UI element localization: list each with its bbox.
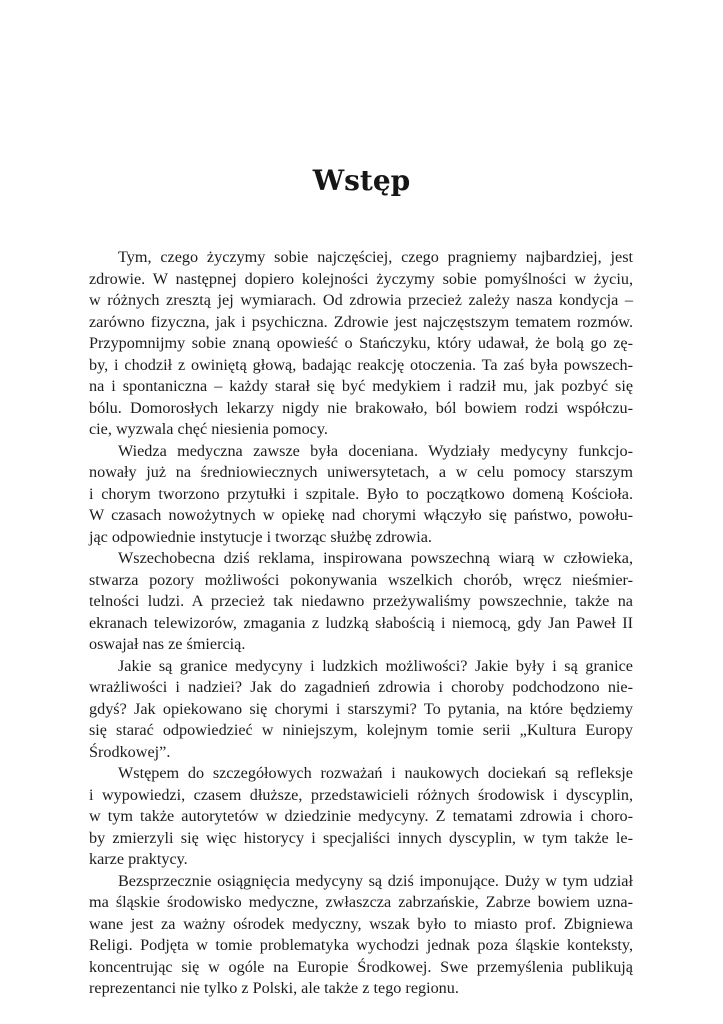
paragraph [89,548,633,656]
text-line: koncentrując się w ogóle na Europie Środkowej. Swe przemyślenia publikują [89,957,633,976]
text-line: telności ludzi. A przecież tak niedawno przeżywaliśmy powszechnie, także na [89,592,633,610]
text-line: Wszechobecna dziś reklama, inspirowana powszechną wiarą w człowieka, [118,549,633,567]
text-line: Wiedza medyczna zawsze była doceniana. Wydziały medycyny funkcjo- [118,441,633,460]
text-line: karze praktycy. [89,850,188,868]
page-title: Wstęp [312,164,411,197]
text-line: ekranach telewizorów, zmagania z ludzką słabością i niemocą, gdy Jan Paweł II [89,613,633,632]
text-line: nowały już na średniowiecznych uniwersytetach, a w celu pomocy starszym [89,463,633,481]
text-line: Przypomnijmy sobie znaną opowieść o Stańczyku, który udawał, że bolą go zę- [89,334,633,352]
text-line: na i spontaniczna – każdy starał się być medykiem i radził mu, jak pozbyć się [89,377,633,395]
paragraph [89,763,633,871]
text-line: bólu. Domorosłych lekarzy nigdy nie brakowało, ból bowiem rodzi współczu- [89,398,633,417]
text-line: oswajał nas ze śmiercią. [89,635,246,653]
text-line: i chorym tworzono przytułki i szpitale. Było to początkowo domeną Kościoła. [89,484,633,503]
text-line: cie, wyzwala chęć niesienia pomocy. [89,420,328,438]
text-line: i wypowiedzi, czasem dłuższe, przedstawicieli różnych środowisk i dyscyplin, [89,785,633,804]
text-line: w tym także autorytetów w dziedzinie medycyny. Z tematami zdrowia i choro- [89,807,633,825]
text-line: by, i chodził z owiniętą głową, badając reakcję otoczenia. Ta zaś była powszech- [89,355,633,374]
text-line: się starać odpowiedzieć w niniejszym, kolejnym tomie serii „Kultura Europy [89,721,633,739]
text-line: reprezentanci nie tylko z Polski, ale także z tego regionu. [89,979,459,997]
text-line: W czasach nowożytnych w opiekę nad chorymi włączyło się państwo, powołu- [89,506,633,524]
text-line: w różnych zresztą jej wymiarach. Od zdrowia przecież zależy nasza kondycja – [89,291,633,309]
text-line: Religi. Podjęta w tomie problematyka wychodzi jednak poza śląskie konteksty, [89,936,633,954]
paragraph [89,871,633,1000]
text-line: gdyś? Jak opiekowano się chorymi i starszymi? To pytania, na które będziemy [89,699,633,718]
text-line: zarówno fizyczna, jak i psychiczna. Zdrowie jest najczęstszym tematem rozmów. [89,312,633,331]
paragraph [89,656,633,764]
text-line: jąc odpowiednie instytucje i tworząc służbę zdrowia. [89,527,432,546]
body-text [89,247,633,1000]
text-line: wrażliwości i nadziei? Jak do zagadnień zdrowia i choroby podchodzono nie- [89,678,633,696]
text-line: Środkowej”. [89,742,171,761]
text-line: ma śląskie środowisko medyczne, zwłaszcza zabrzańskie, Zabrze bowiem uzna- [89,893,633,911]
text-line: wane jest za ważny ośrodek medyczny, wszak było to miasto prof. Zbigniewa [89,914,633,933]
text-line: Bezsprzecznie osiągnięcia medycyny są dziś imponujące. Duży w tym udział [118,871,633,890]
paragraph [89,247,633,441]
text-line: Jakie są granice medycyny i ludzkich możliwości? Jakie były i są granice [118,656,633,675]
text-line: stwarza pozory możliwości pokonywania wszelkich chorób, wręcz nieśmier- [89,570,633,589]
text-line: zdrowie. W następnej dopiero kolejności życzymy sobie pomyślności w życiu, [89,269,633,288]
paragraph [89,441,633,549]
text-line: Tym, czego życzymy sobie najczęściej, czego pragniemy najbardziej, jest [118,248,633,266]
text-line: by zmierzyli się więc historycy i specjaliści innych dyscyplin, w tym także le- [89,828,633,847]
text-line: Wstępem do szczegółowych rozważań i naukowych dociekań są refleksje [118,764,633,782]
